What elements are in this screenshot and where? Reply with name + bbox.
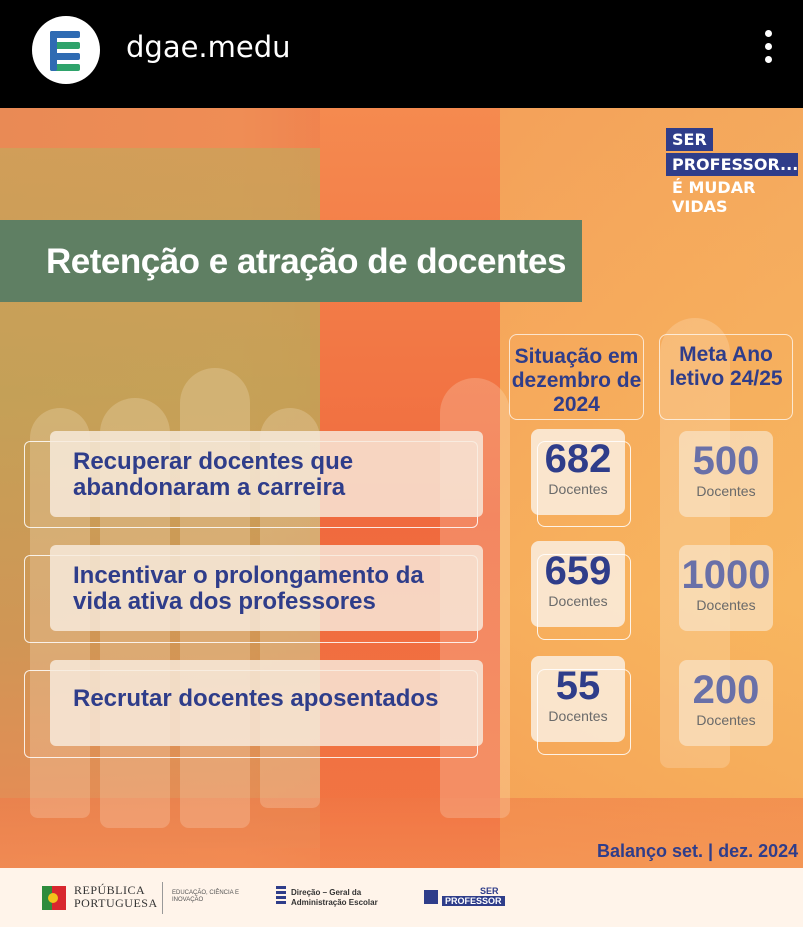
account-name[interactable]: dgae.medu <box>126 30 291 64</box>
current-value-outline <box>537 554 631 640</box>
current-unit: Docentes <box>548 593 608 609</box>
target-unit: Docentes <box>696 597 756 613</box>
badge-line: SER <box>666 128 713 151</box>
republica-portuguesa-text: REPÚBLICA PORTUGUESA <box>74 883 158 910</box>
current-value: 682 <box>544 437 612 481</box>
target-unit: Docentes <box>696 483 756 499</box>
post-title: Retenção e atração de docentes <box>46 242 566 281</box>
title-band <box>0 220 582 302</box>
ministry-text: EDUCAÇÃO, CIÊNCIA E INOVAÇÃO <box>172 890 240 903</box>
target-value-card <box>679 545 773 631</box>
current-value-outline <box>537 441 631 527</box>
republica-portuguesa-logo-icon <box>42 884 68 912</box>
current-value: 55 <box>555 664 601 708</box>
current-unit: Docentes <box>548 481 608 497</box>
current-unit: Docentes <box>548 708 608 724</box>
more-vertical-icon[interactable] <box>758 30 778 70</box>
target-value-card <box>679 660 773 746</box>
row-label: Incentivar o prolongamento da vida ativa dos professores <box>73 562 424 615</box>
column-header-target: Meta Ano letivo 24/25 <box>659 334 793 420</box>
dgae-e-logo-icon[interactable] <box>32 16 100 84</box>
post-image <box>0 108 803 927</box>
target-value: 500 <box>692 439 760 483</box>
row-label: Recrutar docentes aposentados <box>73 685 439 712</box>
target-value: 200 <box>692 668 760 712</box>
current-value-outline <box>537 669 631 755</box>
target-value: 1000 <box>681 553 771 597</box>
divider <box>162 882 163 914</box>
logo-footer <box>0 868 803 927</box>
ser-professor-logo-icon <box>424 890 438 904</box>
ser-text: SER <box>480 886 499 896</box>
dgae-text: Direção – Geral da Administração Escolar <box>291 888 378 907</box>
badge-line: PROFESSOR... <box>666 153 798 176</box>
column-header-current: Situação em dezembro de 2024 <box>509 334 644 420</box>
badge-line: É MUDAR VIDAS <box>672 178 756 216</box>
professor-text: PROFESSOR <box>442 896 505 906</box>
app-header <box>0 0 803 108</box>
target-unit: Docentes <box>696 712 756 728</box>
target-value-card <box>679 431 773 517</box>
ser-professor-badge <box>666 128 803 218</box>
balance-footnote: Balanço set. | dez. 2024 <box>597 841 799 861</box>
ser-professor-logo <box>424 886 504 910</box>
current-value: 659 <box>544 549 612 593</box>
dgae-logo-icon <box>276 886 286 908</box>
row-label: Recuperar docentes que abandonaram a carreira <box>73 448 354 501</box>
